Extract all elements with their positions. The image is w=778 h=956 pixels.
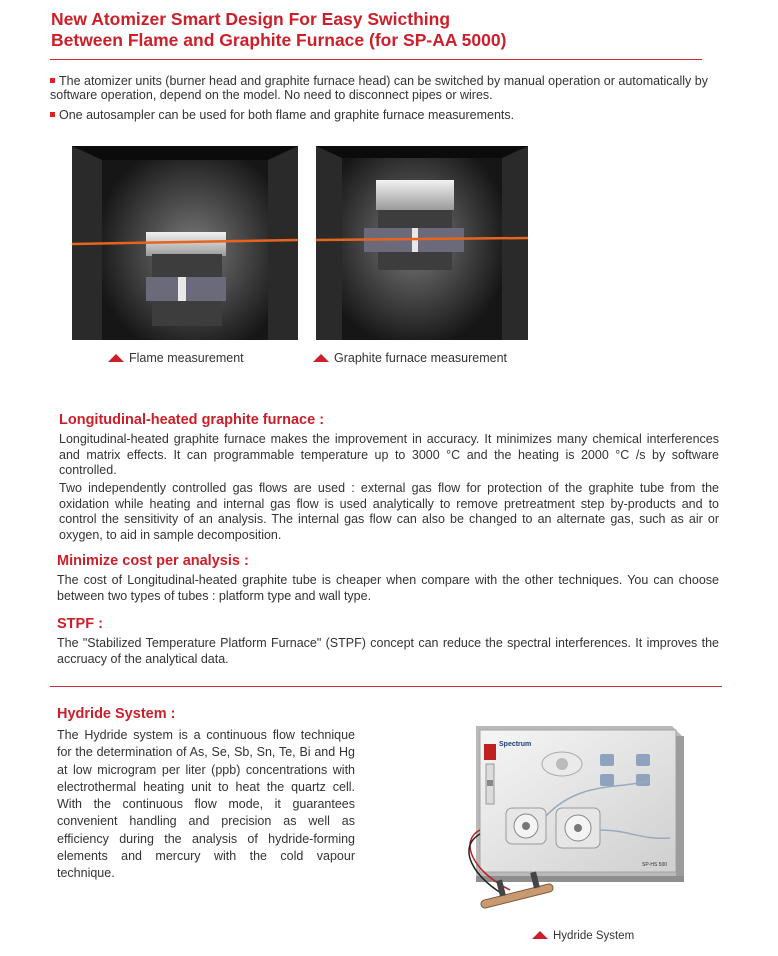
flame-measurement-image — [72, 146, 298, 340]
bullet-text: The atomizer units (burner head and graphite furnace head) can be switched by manual operation or automatically by software operation, depend on the model. No need to disconnect pipes or wires. — [50, 74, 708, 102]
section-heading-cost: Minimize cost per analysis : — [57, 553, 249, 569]
title-divider — [50, 59, 702, 60]
graphite-caption: Graphite furnace measurement — [313, 351, 507, 365]
section-heading-longitudinal: Longitudinal-heated graphite furnace : — [59, 412, 325, 428]
hydride-system-image — [440, 720, 700, 928]
section-heading-stpf: STPF : — [57, 616, 103, 632]
section-heading-hydride: Hydride System : — [57, 706, 176, 722]
hydride-caption: Hydride System — [532, 930, 634, 942]
flame-caption: Flame measurement — [108, 351, 244, 365]
triangle-up-icon — [313, 354, 329, 362]
title-line-1: New Atomizer Smart Design For Easy Swicthing — [51, 9, 451, 29]
page-title — [51, 9, 506, 51]
bullet-item — [50, 108, 710, 122]
paragraph-longitudinal-2: Two independently controlled gas flows are used : external gas flow for protection of the graphite tube from the oxidation while heating and internal gas flow is used analytically to remove pretreatment step by-products and to control the sensitivity of an analysis. The internal gas flow can also be changed to an alternate gas, such as air or oxygen, to aid in sample decomposition. — [59, 481, 719, 542]
triangle-up-icon — [532, 931, 548, 939]
paragraph-longitudinal-1: Longitudinal-heated graphite furnace makes the improvement in accuracy. It minimizes many chemical interferences and matrix effects. It can programmable temperature up to 3000 °C and the heating is 2000 °C /s by software controlled. — [59, 432, 719, 477]
paragraph-hydride: The Hydride system is a continuous flow technique for the determination of As, Se, Sb, Sn, Te, Bi and Hg at low microgram per liter (ppb) concentrations with electrothermal heating unit to heat the quartz cell. With the continuous flow mode, it guarantees convenient handling and precision as well as efficiency during the analysis of hydride-forming elements and mercury with the cold vapour technique. — [57, 728, 355, 881]
bullet-square-icon — [50, 112, 55, 117]
device-brand-label: Spectrum — [499, 741, 532, 748]
bullet-item — [50, 74, 710, 102]
bullet-text: One autosampler can be used for both flame and graphite furnace measurements. — [59, 108, 515, 122]
title-line-2: Between Flame and Graphite Furnace (for SP-AA 5000) — [51, 30, 507, 50]
paragraph-cost: The cost of Longitudinal-heated graphite tube is cheaper when compare with the other techniques. You can choose between two types of tubes : platform type and wall type. — [57, 573, 719, 603]
bullet-square-icon — [50, 78, 55, 83]
paragraph-stpf: The "Stabilized Temperature Platform Furnace" (STPF) concept can reduce the spectral interferences. It improves the accruacy of the analytical data. — [57, 636, 719, 666]
triangle-up-icon — [108, 354, 124, 362]
section-divider — [50, 686, 722, 687]
device-model-label: SP-HS 500 — [642, 862, 668, 868]
graphite-furnace-image — [316, 146, 528, 340]
